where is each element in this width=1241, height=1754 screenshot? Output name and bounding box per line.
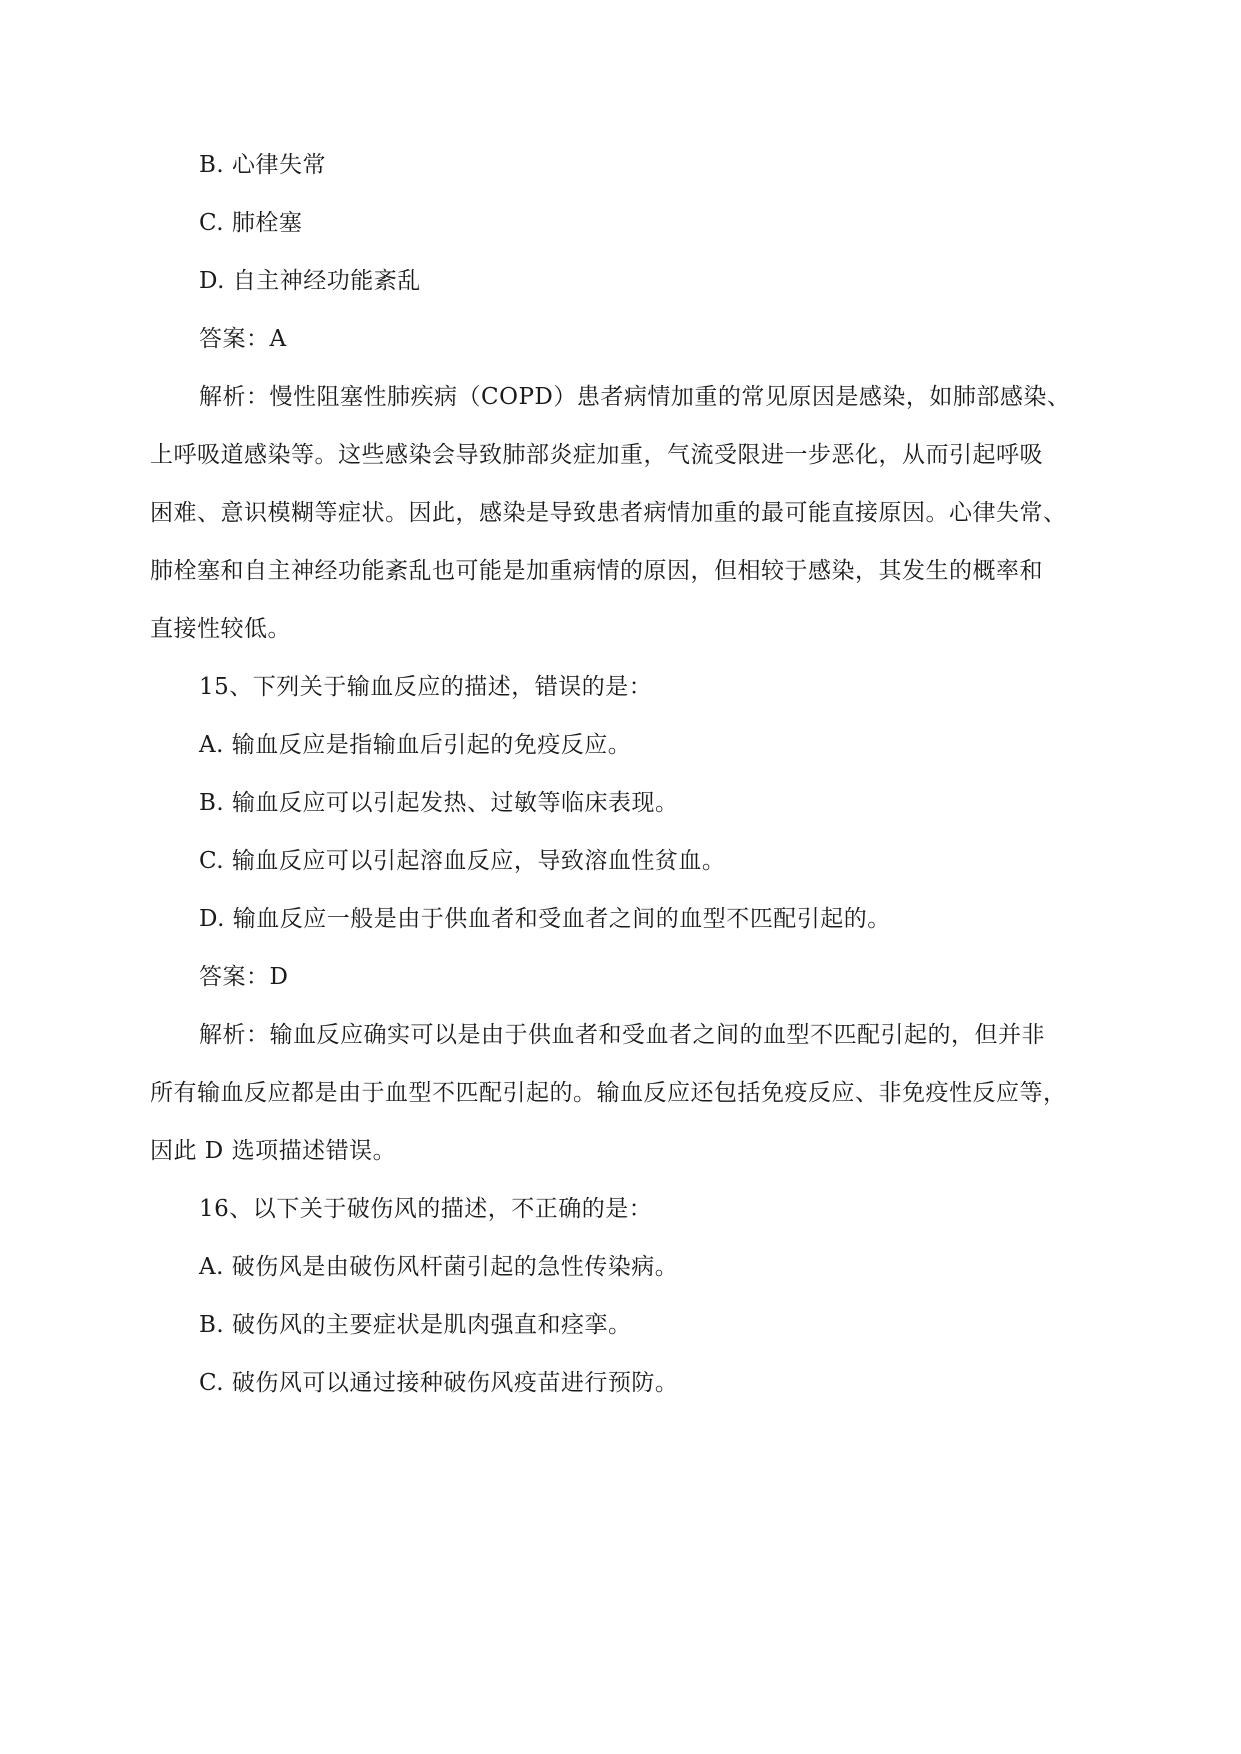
q14-answer: 答案：A: [199, 326, 287, 352]
q15-option-b: B. 输血反应可以引起发热、过敏等临床表现。: [199, 790, 679, 816]
q16-option-b: B. 破伤风的主要症状是肌肉强直和痉挛。: [199, 1312, 632, 1338]
q15-analysis-line: 所有输血反应都是由于血型不匹配引起的。输血反应还包括免疫反应、非免疫性反应等，: [150, 1080, 1067, 1106]
q15-question: 15、下列关于输血反应的描述，错误的是：: [199, 674, 653, 700]
q16-question: 16、以下关于破伤风的描述，不正确的是：: [199, 1196, 653, 1222]
q14-option-c: C. 肺栓塞: [199, 210, 303, 236]
q14-option-b: B. 心律失常: [199, 152, 327, 178]
q14-analysis-line: 上呼吸道感染等。这些感染会导致肺部炎症加重，气流受限进一步恶化，从而引起呼吸: [150, 442, 1043, 468]
q14-analysis-line: 解析：慢性阻塞性肺疾病（COPD）患者病情加重的常见原因是感染，如肺部感染、: [199, 384, 1071, 410]
q15-option-d: D. 输血反应一般是由于供血者和受血者之间的血型不匹配引起的。: [199, 906, 891, 932]
q16-option-a: A. 破伤风是由破伤风杆菌引起的急性传染病。: [199, 1254, 679, 1280]
q15-analysis-line: 解析：输血反应确实可以是由于供血者和受血者之间的血型不匹配引起的，但并非: [199, 1022, 1045, 1048]
q15-analysis-line: 因此 D 选项描述错误。: [150, 1138, 397, 1164]
q16-option-c: C. 破伤风可以通过接种破伤风疫苗进行预防。: [199, 1370, 679, 1396]
q14-analysis-line: 困难、意识模糊等症状。因此，感染是导致患者病情加重的最可能直接原因。心律失常、: [150, 500, 1067, 526]
q15-option-a: A. 输血反应是指输血后引起的免疫反应。: [199, 732, 632, 758]
q15-option-c: C. 输血反应可以引起溶血反应，导致溶血性贫血。: [199, 848, 726, 874]
q14-analysis-line: 肺栓塞和自主神经功能紊乱也可能是加重病情的原因，但相较于感染，其发生的概率和: [150, 558, 1043, 584]
q15-answer: 答案：D: [199, 964, 289, 990]
q14-analysis-line: 直接性较低。: [150, 616, 291, 642]
q14-option-d: D. 自主神经功能紊乱: [199, 268, 421, 294]
